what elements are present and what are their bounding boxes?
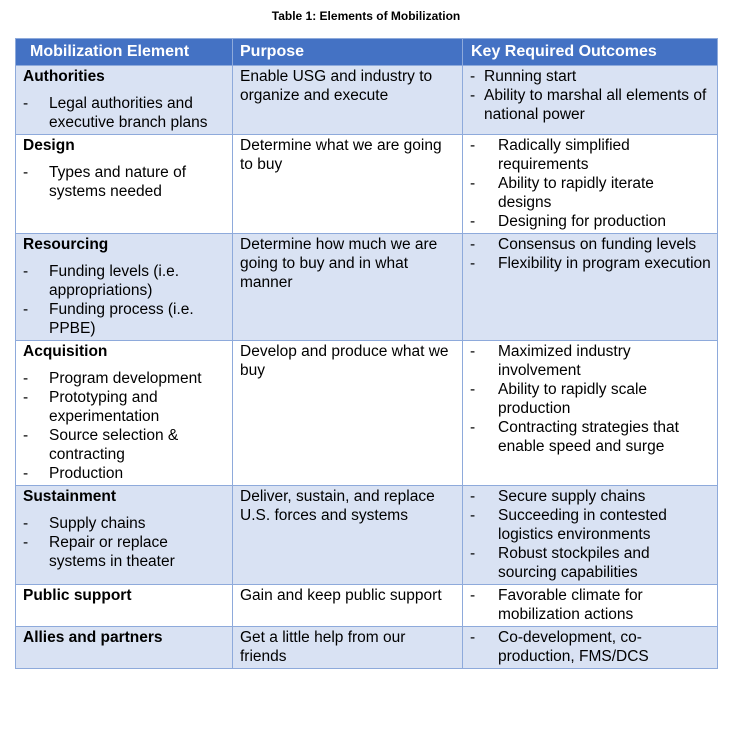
table-row [16, 66, 718, 135]
outcome-item: - Ability to rapidly iterate designs [470, 174, 711, 212]
detail-item: - Source selection & contracting [23, 426, 226, 464]
header-purpose: Purpose [233, 39, 463, 66]
outcome-item: - Contracting strategies that enable speed and surge [470, 418, 711, 456]
purpose-cell: Develop and produce what we buy [233, 341, 463, 486]
purpose-cell: Determine what we are going to buy [233, 135, 463, 234]
element-name: Acquisition [23, 343, 108, 360]
outcome-item: - Radically simplified requirements [470, 136, 711, 174]
header-outcomes: Key Required Outcomes [463, 39, 718, 66]
element-cell [16, 341, 233, 486]
table-row [16, 234, 718, 341]
detail-item: - Legal authorities and executive branch plans [23, 94, 226, 132]
element-cell [16, 234, 233, 341]
element-cell [16, 66, 233, 135]
detail-item: - Supply chains [23, 514, 226, 533]
element-name: Resourcing [23, 236, 109, 253]
header-row [16, 39, 718, 66]
element-name: Allies and partners [23, 629, 163, 646]
mobilization-table [15, 38, 718, 669]
outcomes-cell [463, 66, 718, 135]
header-element: Mobilization Element [16, 39, 233, 66]
detail-item: - Prototyping and experimentation [23, 388, 226, 426]
table-caption: Table 1: Elements of Mobilization [271, 9, 461, 23]
outcomes-cell [463, 234, 718, 341]
outcome-item: - Consensus on funding levels [470, 235, 711, 254]
outcome-item: - Maximized industry involvement [470, 342, 711, 380]
outcome-item: - Robust stockpiles and sourcing capabilities [470, 544, 711, 582]
element-cell [16, 135, 233, 234]
outcome-item: - Favorable climate for mobilization actions [470, 586, 711, 624]
outcomes-cell [463, 627, 718, 669]
element-name: Sustainment [23, 488, 117, 505]
purpose-cell: Enable USG and industry to organize and execute [233, 66, 463, 135]
purpose-cell: Gain and keep public support [233, 585, 463, 627]
element-name: Design [23, 137, 75, 154]
outcome-item: - Designing for production [470, 212, 711, 231]
outcome-item: - Ability to marshal all elements of national power [470, 86, 711, 124]
table-row [16, 341, 718, 486]
detail-item: - Repair or replace systems in theater [23, 533, 226, 571]
outcome-item: - Running start [470, 67, 711, 86]
purpose-cell: Get a little help from our friends [233, 627, 463, 669]
detail-item: - Funding levels (i.e. appropriations) [23, 262, 226, 300]
detail-item: - Program development [23, 369, 226, 388]
detail-item: - Production [23, 464, 226, 483]
table-row [16, 585, 718, 627]
table-row [16, 486, 718, 585]
detail-item: - Types and nature of systems needed [23, 163, 226, 201]
table-row [16, 627, 718, 669]
table-row [16, 135, 718, 234]
element-cell [16, 585, 233, 627]
outcomes-cell [463, 135, 718, 234]
outcome-item: - Flexibility in program execution [470, 254, 711, 273]
outcome-item: - Co-development, co-production, FMS/DCS [470, 628, 711, 666]
element-cell [16, 486, 233, 585]
purpose-cell: Determine how much we are going to buy and in what manner [233, 234, 463, 341]
element-cell [16, 627, 233, 669]
purpose-cell: Deliver, sustain, and replace U.S. forces and systems [233, 486, 463, 585]
outcomes-cell [463, 486, 718, 585]
element-name: Public support [23, 587, 132, 604]
outcome-item: - Secure supply chains [470, 487, 711, 506]
outcomes-cell [463, 341, 718, 486]
outcome-item: - Ability to rapidly scale production [470, 380, 711, 418]
outcome-item: - Succeeding in contested logistics environments [470, 506, 711, 544]
outcomes-cell [463, 585, 718, 627]
detail-item: - Funding process (i.e. PPBE) [23, 300, 226, 338]
element-name: Authorities [23, 68, 105, 85]
